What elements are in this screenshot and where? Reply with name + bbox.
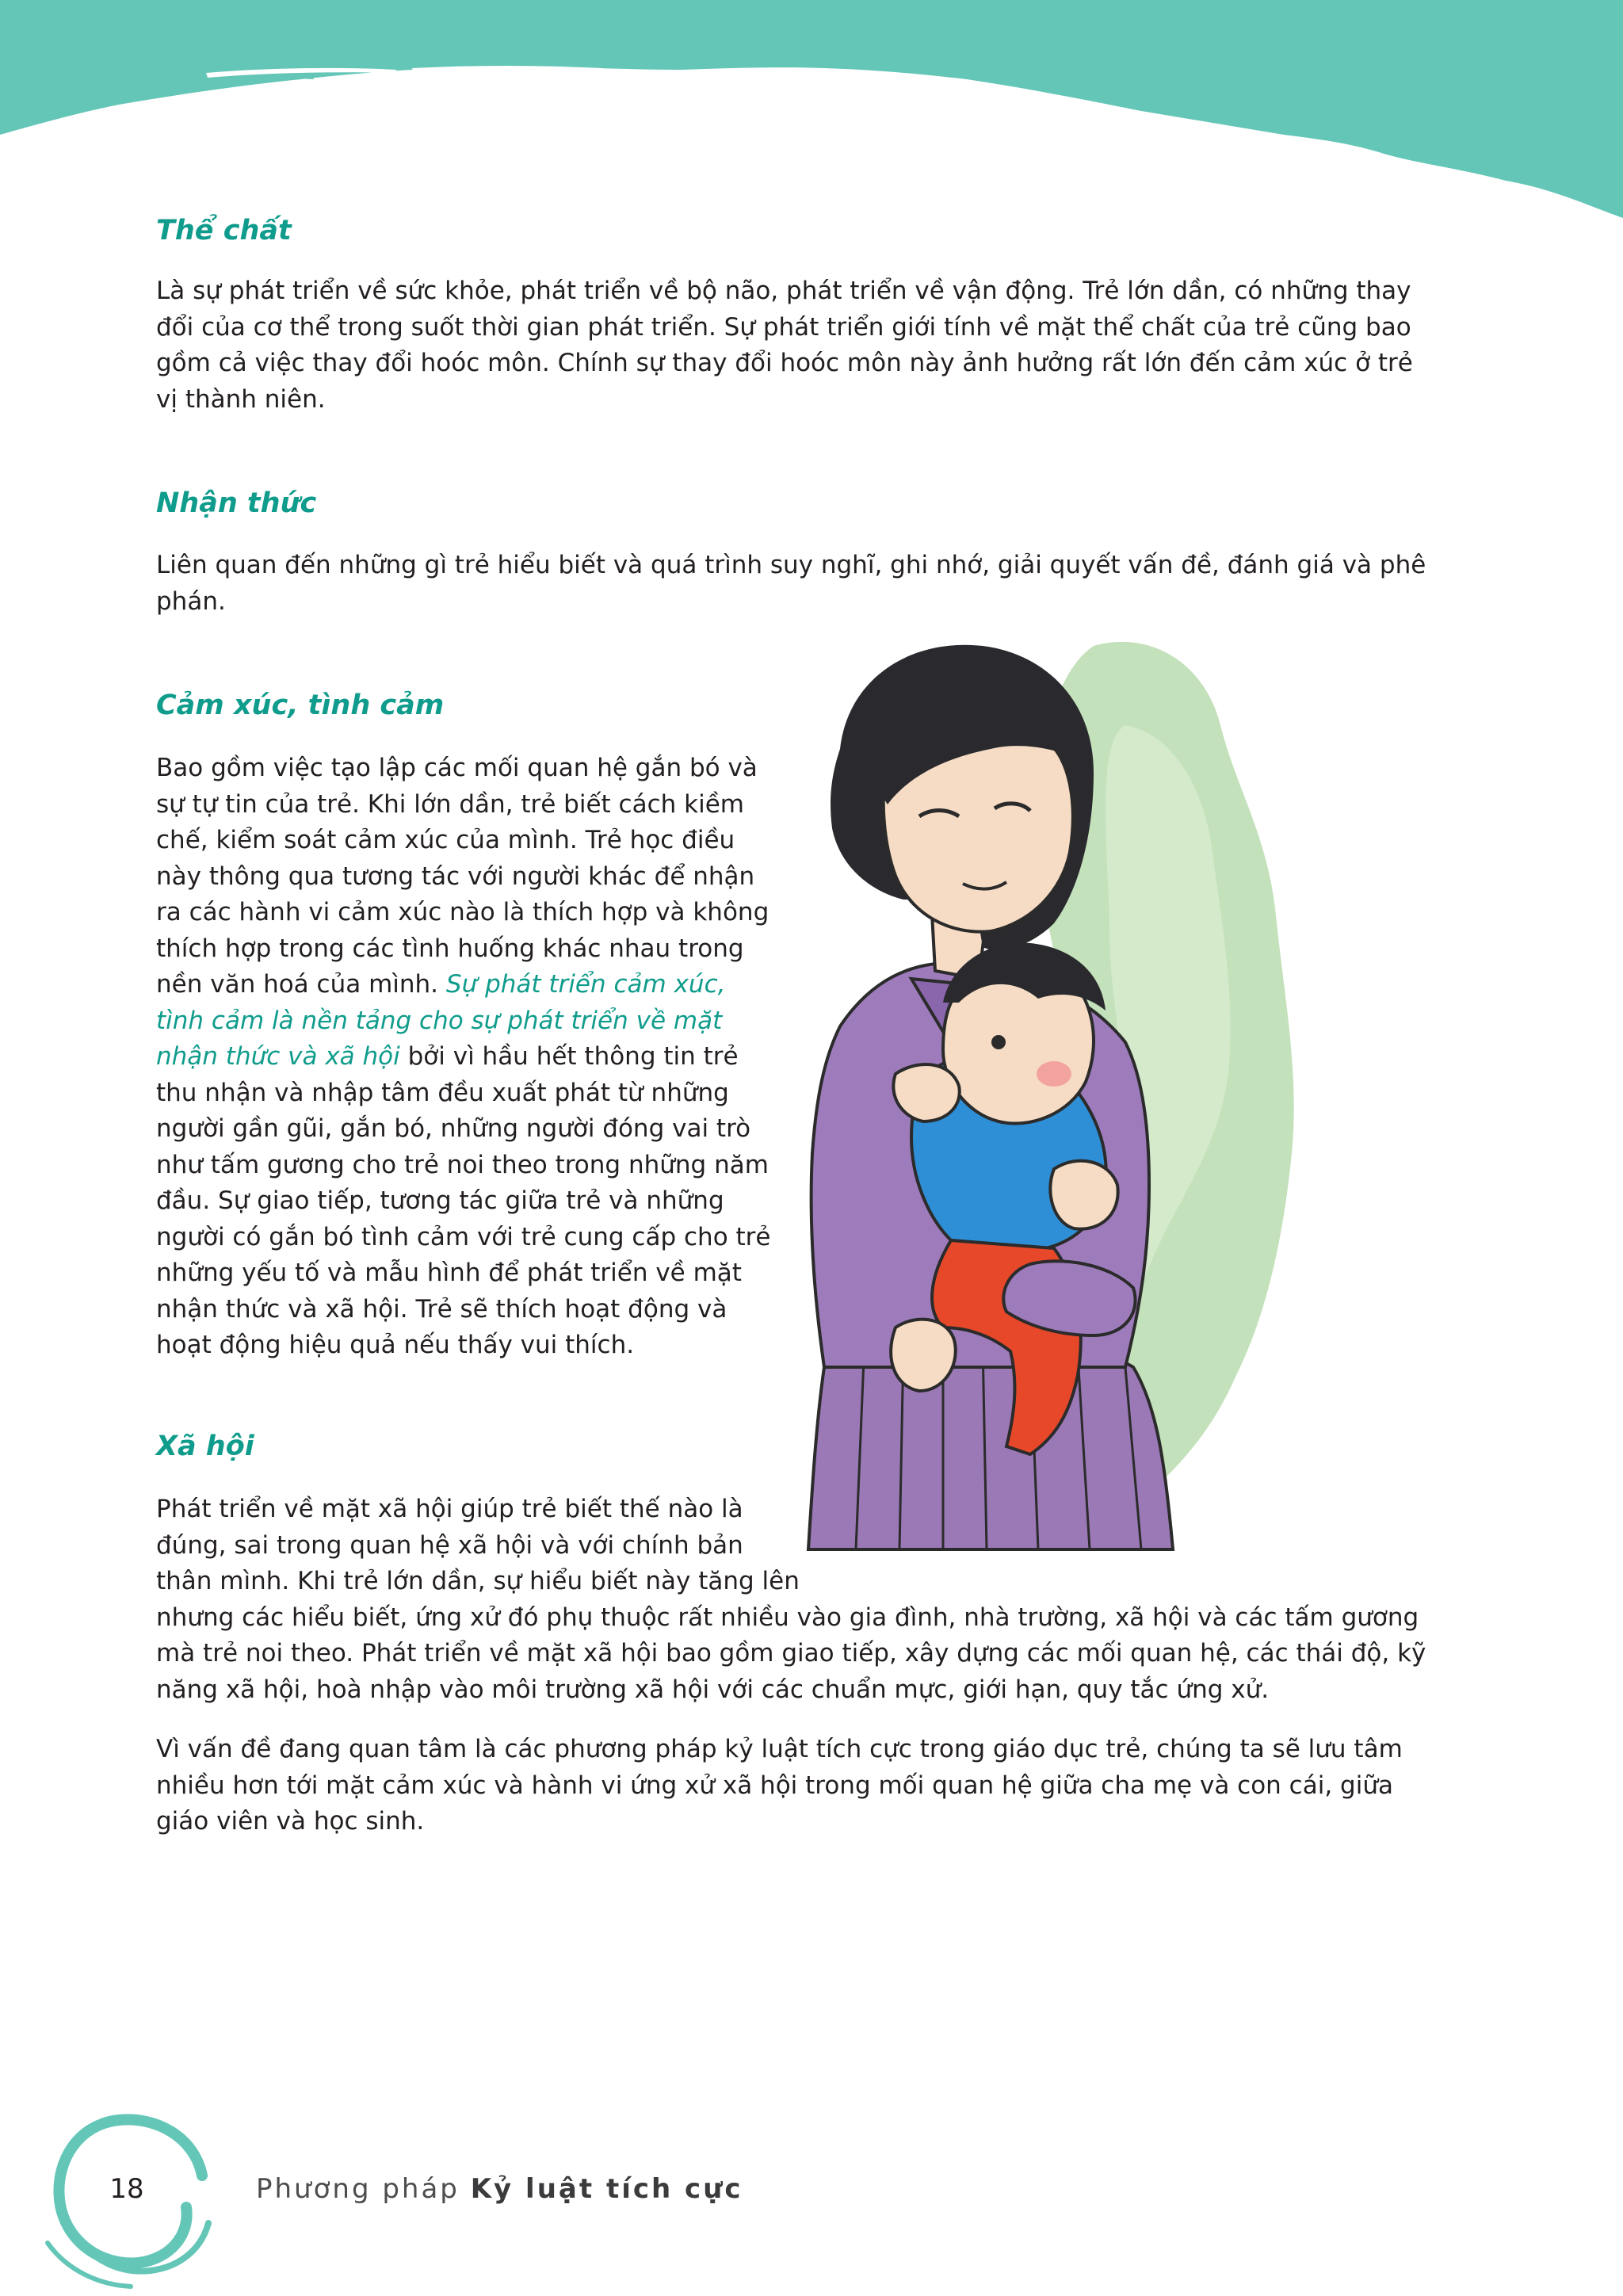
child-cheek [1037, 1061, 1071, 1087]
paragraph-nhan-thuc: Liên quan đến những gì trẻ hiểu biết và quá trình suy nghĩ, ghi nhớ, giải quyết vấn đề, đánh giá và phê phán. [156, 551, 1426, 616]
paragraph-the-chat: Là sự phát triển về sức khỏe, phát triển về bộ não, phát triển về vận động. Trẻ lớn dần, có những thay đổi của cơ thể trong suốt thời gian phát triển. Sự phát triển giới tính về mặt thể chất của trẻ cũng bao gồm cả việc thay đổi hoóc môn. Chính sự thay đổi hoóc môn này ảnh hưởng rất lớn đến cảm xúc ở trẻ vị thành niên. [156, 277, 1413, 414]
page-number: 18 [109, 2173, 144, 2205]
paragraph-cam-xuc [156, 751, 778, 1364]
running-title [256, 2173, 743, 2205]
child-foot [891, 1320, 956, 1391]
mother-child-illustration [792, 630, 1308, 1553]
running-title-regular: Phương pháp [256, 2173, 471, 2205]
heading-cam-xuc: Cảm xúc, tình cảm [156, 690, 445, 721]
mother-hand-right [1050, 1161, 1117, 1229]
paragraph-xa-hoi-line-2: đúng, sai trong quan hệ xã hội và với chính bản [156, 1530, 743, 1560]
running-title-bold: Kỷ luật tích cực [470, 2173, 743, 2205]
mother-hand-left [893, 1064, 959, 1121]
heading-xa-hoi: Xã hội [156, 1431, 254, 1462]
paragraph-xa-hoi-line-3: thân mình. Khi trẻ lớn dần, sự hiểu biết này tăng lên [156, 1567, 800, 1595]
heading-the-chat: Thể chất [156, 215, 292, 246]
paragraph-xa-hoi-rest: nhưng các hiểu biết, ứng xử đó phụ thuộc rất nhiều vào gia đình, nhà trường, xã hội và các tấm gương mà trẻ noi theo. Phát triển về mặt xã hội bao gồm giao tiếp, xây dựng các mối quan hệ, các thái độ, kỹ năng xã hội, hoà nhập vào môi trường xã hội với các chuẩn mực, giới hạn, quy tắc ứng xử. [156, 1603, 1426, 1704]
paragraph-cam-xuc-highlight: Sự phát triển cảm xúc, tình cảm là nền tảng cho sự phát triển về mặt nhận thức và xã hội [156, 970, 726, 1071]
paragraph-closing: Vì vấn đề đang quan tâm là các phương pháp kỷ luật tích cực trong giáo dục trẻ, chúng ta sẽ lưu tâm nhiều hơn tới mặt cảm xúc và hành vi ứng xử xã hội trong mối quan hệ giữa cha mẹ và con cái, giữa giáo viên và học sinh. [156, 1735, 1403, 1836]
child-eye [991, 1035, 1006, 1049]
heading-nhan-thuc: Nhận thức [156, 487, 317, 519]
paragraph-xa-hoi-line-1: Phát triển về mặt xã hội giúp trẻ biết thế nào là [156, 1495, 743, 1523]
paragraph-cam-xuc-part-2: bởi vì hầu hết thông tin trẻ thu nhận và nhập tâm đều xuất phát từ những người gần gũi, gắn bó, những người đóng vai trò như tấm gương cho trẻ noi theo trong những năm đầu. Sự giao tiếp, tương tác giữa trẻ và những người có gắn bó tình cảm với trẻ cung cấp cho trẻ những yếu tố và mẫu hình để phát triển về mặt nhận thức và xã hội. Trẻ sẽ thích hoạt động và hoạt động hiệu quả nếu thấy vui thích. [156, 1042, 771, 1359]
paragraph-cam-xuc-part-1: Bao gồm việc tạo lập các mối quan hệ gắn bó và sự tự tin của trẻ. Khi lớn dần, trẻ biết cách kiềm chế, kiểm soát cảm xúc của mình. Trẻ học điều này thông qua tương tác với người khác để nhận ra các hành vi cảm xúc nào là thích hợp và không thích hợp trong các tình huống khác nhau trong nền văn hoá của mình. [156, 754, 769, 999]
